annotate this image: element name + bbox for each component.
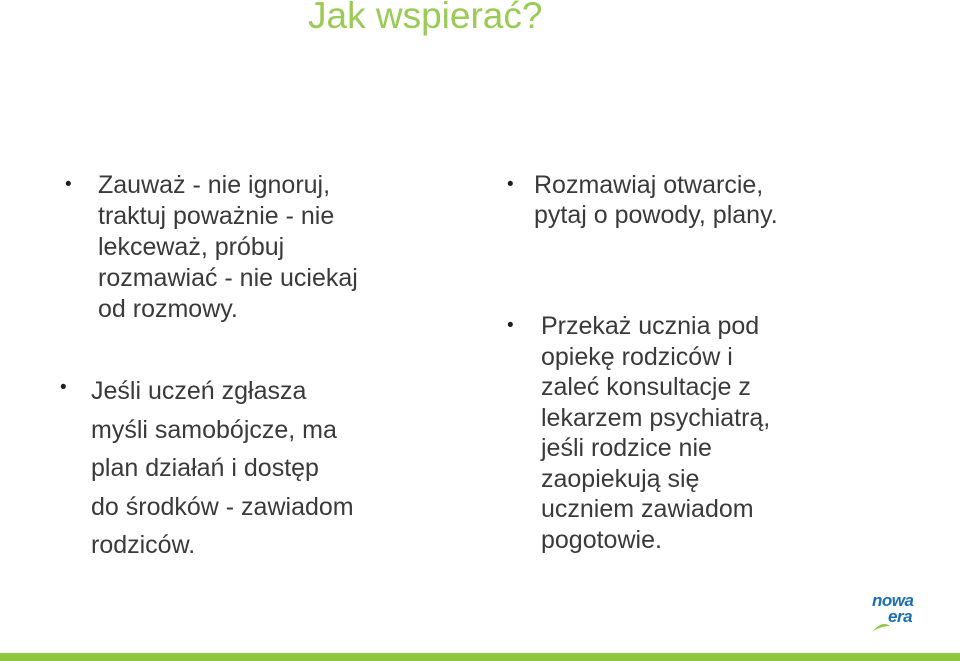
bullet-text-4: [541, 311, 770, 555]
slide-title: Jak wspierać?: [308, 0, 543, 36]
logo-swoosh-icon: [870, 592, 934, 638]
bullet-marker: •: [507, 315, 514, 336]
bullet-line: pogotowie.: [541, 525, 662, 554]
nowa-era-logo: [870, 592, 934, 638]
bullet-line: rozmawiać - nie uciekaj: [98, 264, 358, 292]
bullet-line: traktuj poważnie - nie: [98, 202, 335, 230]
bullet-line: lekceważ, próbuj: [98, 233, 285, 261]
bullet-line: Przekaż ucznia pod: [541, 312, 760, 340]
bullet-line: do środków - zawiadom: [91, 492, 354, 521]
logo-text-top: nowa: [872, 591, 914, 610]
bullet-text-2: [91, 372, 354, 565]
bullet-line: pytaj o powody, plany.: [534, 201, 778, 229]
bullet-text-3: [534, 170, 778, 230]
bullet-line: rodziców.: [91, 531, 196, 559]
logo-text-bottom: era: [888, 607, 913, 626]
bullet-marker: •: [65, 174, 72, 195]
bullet-text-1: [98, 170, 358, 325]
bullet-line: uczniem zawiadom: [541, 495, 754, 523]
bullet-line: Rozmawiaj otwarcie,: [534, 171, 764, 199]
bullet-line: plan działań i dostęp: [91, 454, 319, 482]
bullet-line: myśli samobójcze, ma: [91, 415, 337, 444]
bullet-line: jeśli rodzice nie: [541, 434, 712, 462]
bullet-marker: •: [60, 377, 67, 398]
bullet-line: Zauważ - nie ignoruj,: [98, 171, 331, 199]
bullet-line: zaleć konsultacje z: [541, 373, 751, 401]
footer-bar: [0, 653, 960, 661]
bullet-line: opiekę rodziców i: [541, 342, 733, 371]
bullet-line: zaopiekują się: [541, 464, 700, 493]
bullet-marker: •: [507, 174, 514, 195]
bullet-line: Jeśli uczeń zgłasza: [91, 377, 307, 405]
bullet-line: od rozmowy.: [98, 295, 238, 323]
bullet-line: lekarzem psychiatrą,: [541, 403, 771, 432]
